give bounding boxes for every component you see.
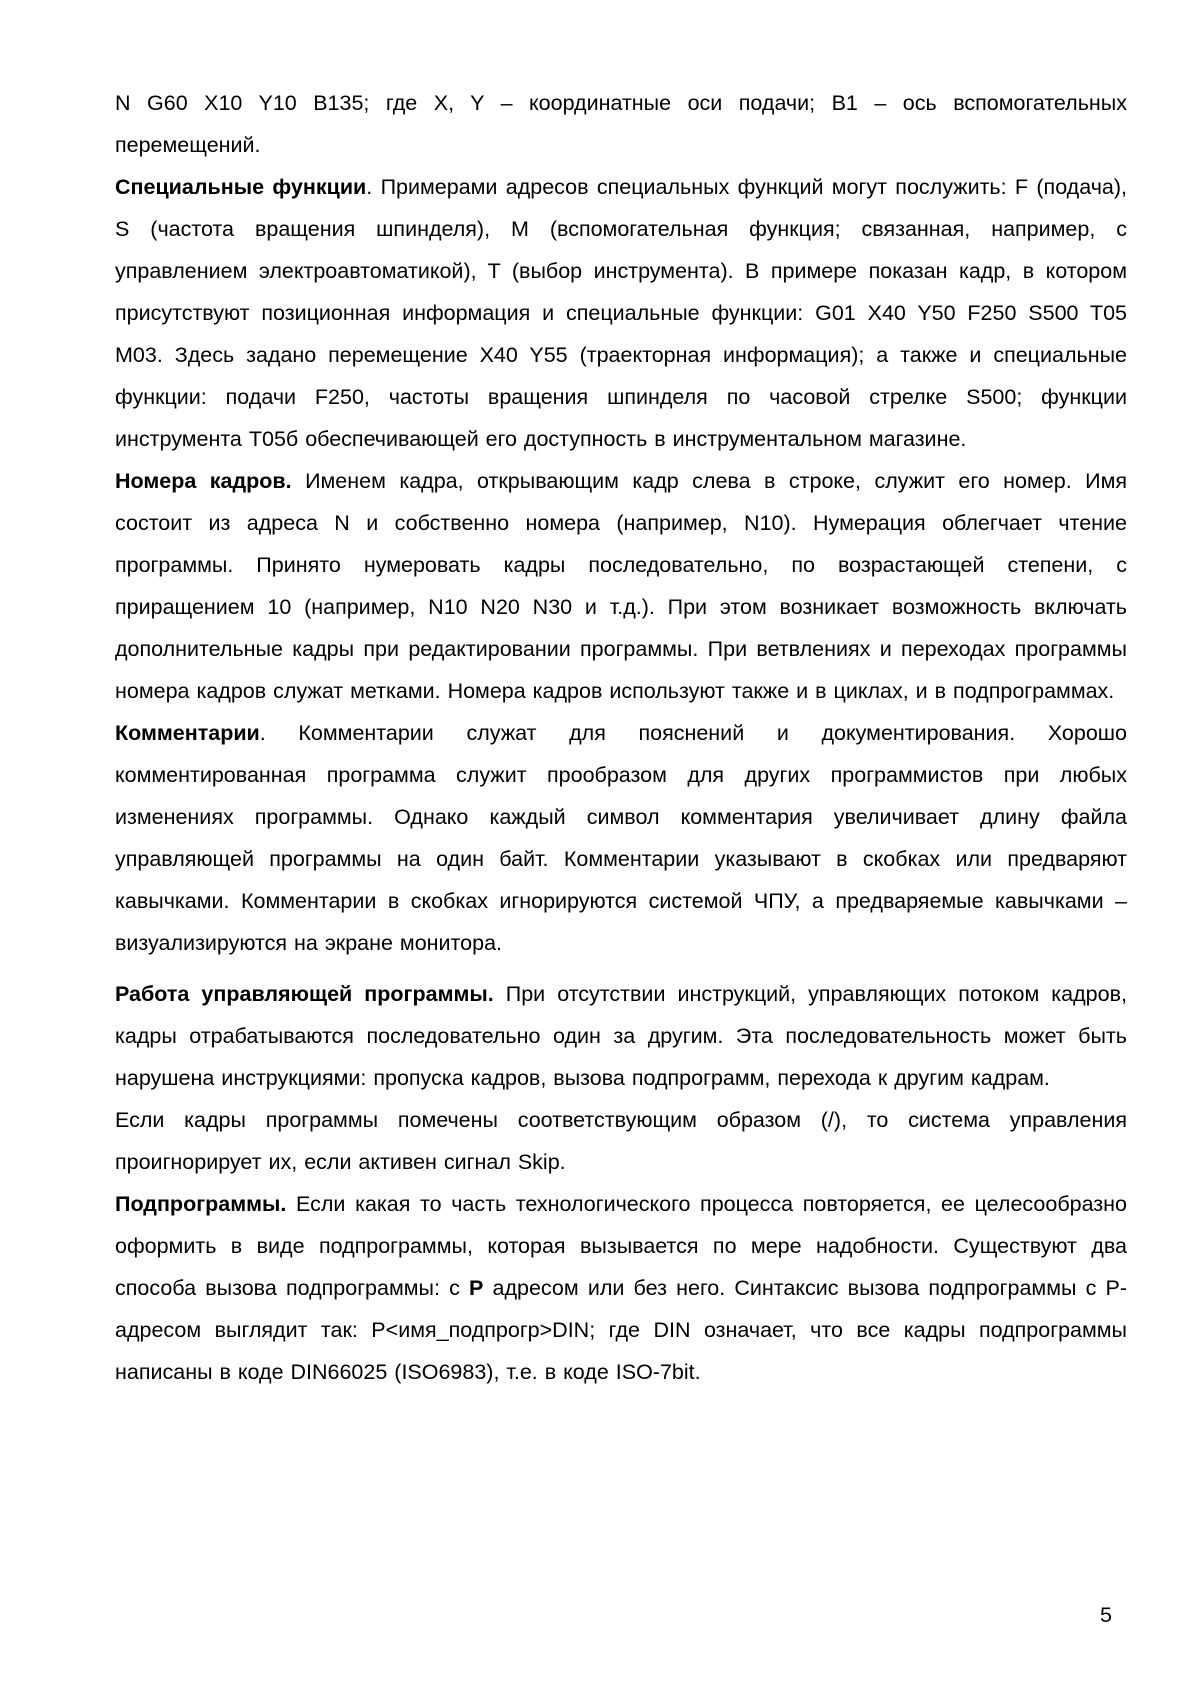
- paragraph-bold-letter: Р: [469, 1276, 484, 1300]
- paragraph-text: Если какая то часть технологического процесса повторяется, ее целесообразно оформить в виде подпрограммы, которая вызывается по мере надобности. Существуют два способа вызова подпрограммы: с: [115, 1192, 1127, 1300]
- document-page: [115, 82, 1127, 1393]
- paragraph-heading: Специальные функции: [115, 175, 367, 199]
- paragraph-skip-blocks: [115, 1099, 1127, 1183]
- paragraph-text: адресом или без него. Синтаксис вызова подпрограммы с Р-адресом выглядит так: Р<имя_подпрогр>DIN; где DIN означает, что все кадры подпрограммы написаны в коде DIN66025 (ISO6983), т.е. в коде ISO-7bit.: [115, 1276, 1127, 1384]
- paragraph-subprograms: [115, 1183, 1127, 1393]
- paragraph-comments: [115, 712, 1127, 964]
- paragraph-text: N G60 X10 Y10 B135; где X, Y – координатные оси подачи; B1 – ось вспомогательных перемещений.: [115, 91, 1127, 157]
- paragraph-special-functions: [115, 166, 1127, 460]
- paragraph-text: . Примерами адресов специальных функций могут послужить: F (подача), S (частота вращения шпинделя), M (вспомогательная функция; связанная, например, с управлением электроавтоматикой), T (выбор инструмента). В примере показан кадр, в котором присутствуют позиционная информация и специальные функции: G01 X40 Y50 F250 S500 T05 M03. Здесь задано перемещение X40 Y55 (траекторная информация); а также и специальные функции: подачи F250, частоты вращения шпинделя по часовой стрелке S500; функции инструмента Т05б обеспечивающей его доступность в инструментальном магазине.: [115, 175, 1127, 451]
- paragraph-heading: Работа управляющей программы.: [115, 982, 494, 1006]
- paragraph-block-numbers: [115, 460, 1127, 712]
- paragraph-axes-example: [115, 82, 1127, 166]
- paragraph-text: . Комментарии служат для пояснений и документирования. Хорошо комментированная программа служит прообразом для других программистов при любых изменениях программы. Однако каждый символ комментария увеличивает длину файла управляющей программы на один байт. Комментарии указывают в скобках или предваряют кавычками. Комментарии в скобках игнорируются системой ЧПУ, а предваряемые кавычками – визуализируются на экране монитора.: [115, 721, 1127, 955]
- paragraph-heading: Комментарии: [115, 721, 260, 745]
- paragraph-heading: Номера кадров.: [115, 469, 292, 493]
- paragraph-text: Если кадры программы помечены соответствующим образом (/), то система управления проигнорирует их, если активен сигнал Skip.: [115, 1108, 1127, 1174]
- paragraph-heading: Подпрограммы.: [115, 1192, 287, 1216]
- paragraph-text: При отсутствии инструкций, управляющих потоком кадров, кадры отрабатываются последовательно один за другим. Эта последовательность может быть нарушена инструкциями: пропуска кадров, вызова подпрограмм, перехода к другим кадрам.: [115, 982, 1127, 1090]
- paragraph-program-operation: [115, 973, 1127, 1099]
- paragraph-text: Именем кадра, открывающим кадр слева в строке, служит его номер. Имя состоит из адреса N и собственно номера (например, N10). Нумерация облегчает чтение программы. Принято нумеровать кадры последовательно, по возрастающей степени, с приращением 10 (например, N10 N20 N30 и т.д.). При этом возникает возможность включать дополнительные кадры при редактировании программы. При ветвлениях и переходах программы номера кадров служат метками. Номера кадров используют также и в циклах, и в подпрограммах.: [115, 469, 1127, 703]
- page-number: 5: [1100, 1603, 1112, 1627]
